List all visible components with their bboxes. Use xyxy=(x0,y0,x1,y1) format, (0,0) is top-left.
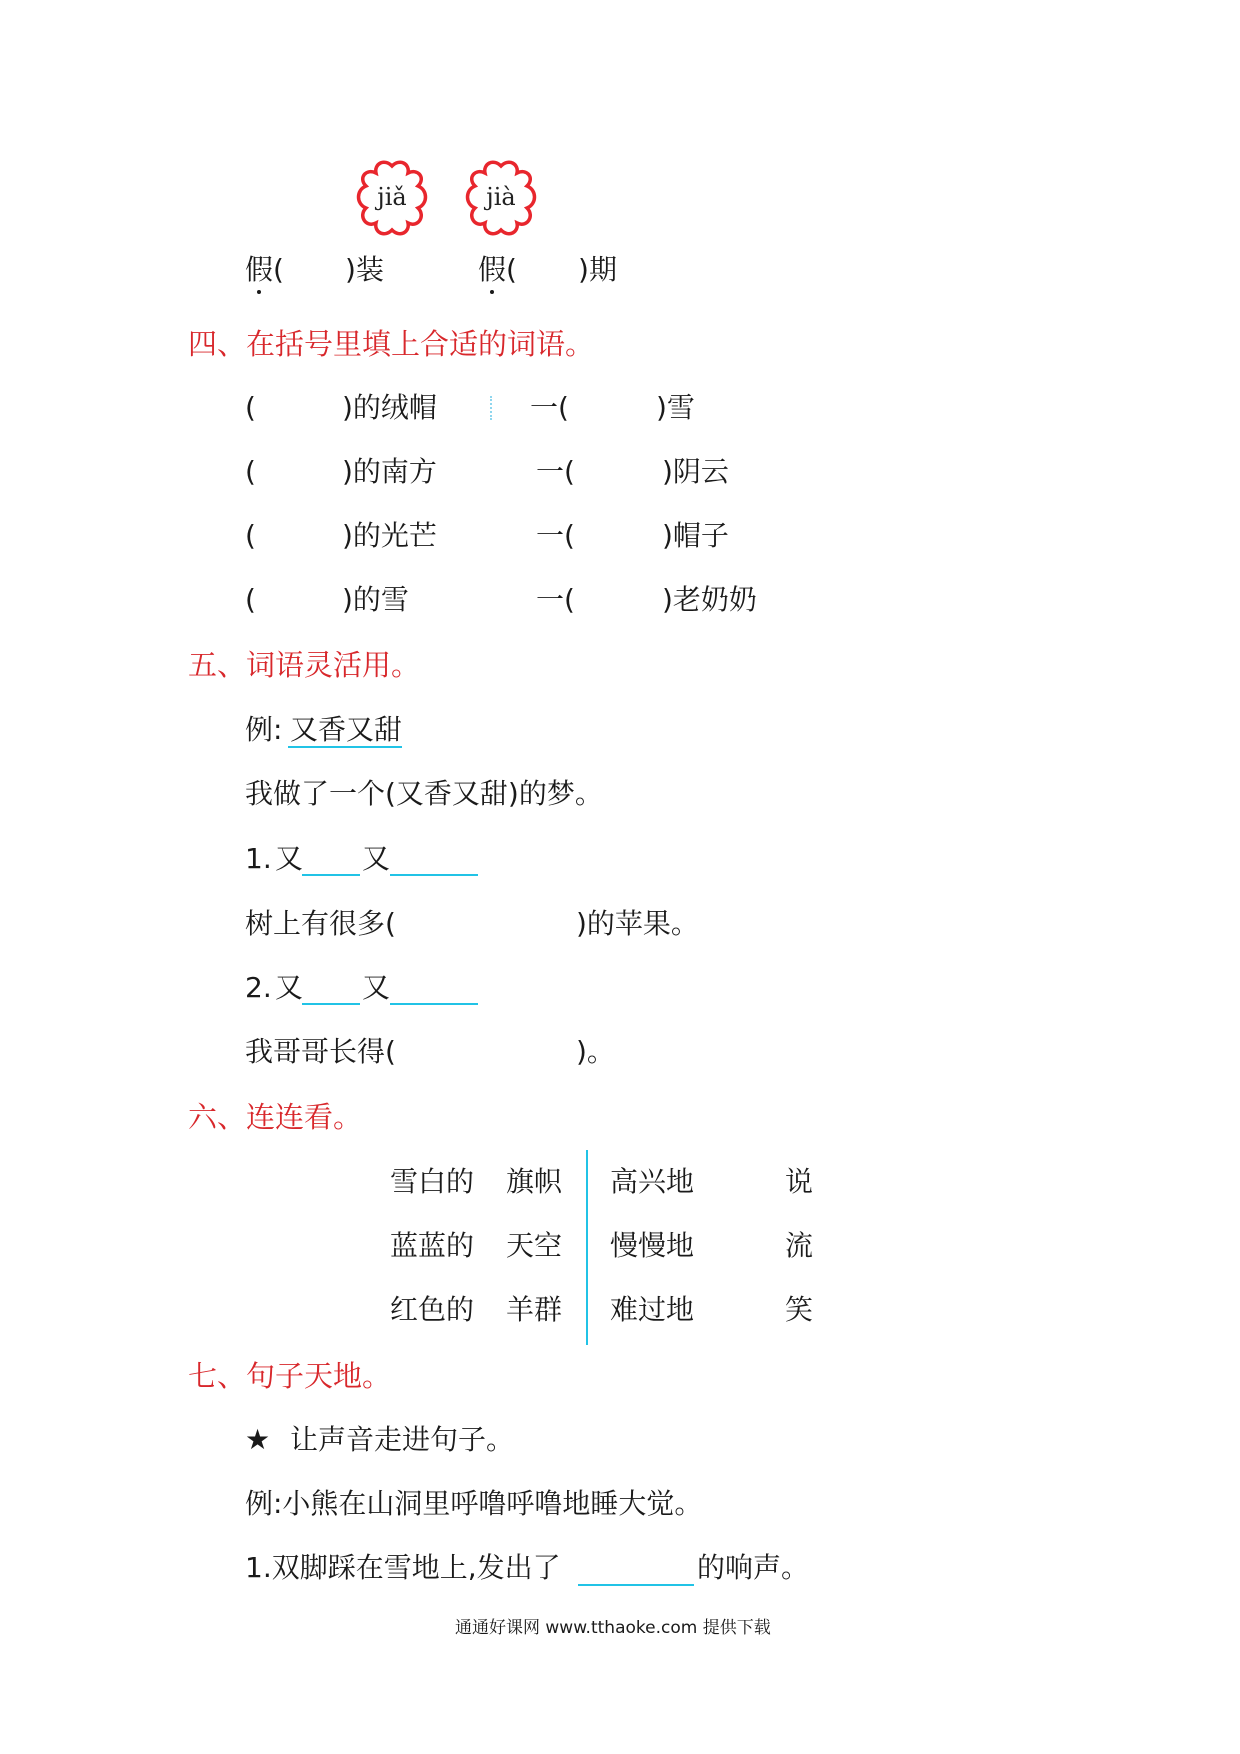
section-7-title: 七、句子天地。 xyxy=(188,1359,392,1393)
dotted-divider xyxy=(490,396,492,420)
s6-verb-2: 流 xyxy=(785,1229,814,1262)
pinyin-jia3: jiǎ xyxy=(377,183,407,211)
s5-q1-num: 1. xyxy=(245,842,272,875)
s4-right-after-4: )老奶奶 xyxy=(662,583,757,616)
s4-right-open-1: 一( xyxy=(530,391,569,424)
s6-adj-3: 红色的 xyxy=(390,1293,475,1326)
pinyin-item-1: 假( xyxy=(245,253,284,286)
s6-noun-1: 旗帜 xyxy=(506,1165,563,1198)
dotted-char: 假 xyxy=(245,253,274,286)
s4-right-after-1: )雪 xyxy=(656,391,695,424)
s4-left-after-3: )的光芒 xyxy=(342,519,437,552)
s6-adv-3: 难过地 xyxy=(610,1293,695,1326)
s4-right-after-3: )帽子 xyxy=(662,519,729,552)
blank-line[interactable] xyxy=(302,874,360,876)
s6-noun-2: 天空 xyxy=(506,1229,563,1262)
s4-left-open-3: ( xyxy=(245,519,256,552)
s4-left-open-4: ( xyxy=(245,583,256,616)
example-underline xyxy=(288,746,402,748)
s5-q2-sentence-post: )。 xyxy=(576,1035,615,1068)
s6-verb-3: 笑 xyxy=(785,1293,814,1326)
s4-left-open-2: ( xyxy=(245,455,256,488)
pinyin-item-2: 假( xyxy=(478,253,517,286)
section-6-title: 六、连连看。 xyxy=(188,1100,363,1134)
s5-q2-you2: 又 xyxy=(362,971,391,1004)
section-5-title: 五、词语灵活用。 xyxy=(188,648,421,682)
pinyin-item-2-tail: )期 xyxy=(578,253,617,286)
pinyin-jia4: jià xyxy=(486,183,516,211)
s6-adv-1: 高兴地 xyxy=(610,1165,695,1198)
s7-sub: 让声音走进句子。 xyxy=(290,1423,515,1456)
s5-q2-num: 2. xyxy=(245,971,272,1004)
s5-q1-you1: 又 xyxy=(275,842,304,875)
section-4-title: 四、在括号里填上合适的词语。 xyxy=(188,327,595,361)
s5-q2-sentence-pre: 我哥哥长得( xyxy=(245,1035,396,1068)
dotted-char: 假 xyxy=(478,253,507,286)
star-icon: ★ xyxy=(245,1423,271,1456)
s7-example: 例:小熊在山洞里呼噜呼噜地睡大觉。 xyxy=(245,1487,703,1520)
s4-left-open-1: ( xyxy=(245,391,256,424)
s6-adv-2: 慢慢地 xyxy=(610,1229,695,1262)
s5-q1-you2: 又 xyxy=(362,842,391,875)
footer: 通通好课网 www.tthaoke.com 提供下载 xyxy=(455,1618,771,1638)
blank-line[interactable] xyxy=(390,1003,478,1005)
s4-left-after-2: )的南方 xyxy=(342,455,437,488)
s4-left-after-4: )的雪 xyxy=(342,583,409,616)
s5-example-word: 又香又甜 xyxy=(290,713,403,746)
s7-q1-pre: 1.双脚踩在雪地上,发出了 xyxy=(245,1551,561,1584)
s5-q1-sentence-pre: 树上有很多( xyxy=(245,907,396,940)
pinyin-flower-1 xyxy=(352,158,432,238)
s6-verb-1: 说 xyxy=(785,1165,814,1198)
s7-q1-post: 的响声。 xyxy=(697,1551,810,1584)
pinyin-flower-2 xyxy=(461,158,541,238)
s5-example-sentence: 我做了一个(又香又甜)的梦。 xyxy=(245,777,603,810)
pinyin-item-1-tail: )装 xyxy=(345,253,384,286)
s4-right-open-2: 一( xyxy=(536,455,575,488)
s4-right-open-3: 一( xyxy=(536,519,575,552)
blank-line[interactable] xyxy=(390,874,478,876)
s4-left-after-1: )的绒帽 xyxy=(342,391,437,424)
blank-line[interactable] xyxy=(302,1003,360,1005)
column-divider xyxy=(586,1150,588,1345)
s5-q1-sentence-post: )的苹果。 xyxy=(576,907,699,940)
s6-adj-2: 蓝蓝的 xyxy=(390,1229,475,1262)
s4-right-open-4: 一( xyxy=(536,583,575,616)
s6-noun-3: 羊群 xyxy=(506,1293,563,1326)
s6-adj-1: 雪白的 xyxy=(390,1165,475,1198)
blank-line[interactable] xyxy=(578,1584,694,1586)
s5-example-prefix: 例: xyxy=(245,713,283,746)
s5-q2-you1: 又 xyxy=(275,971,304,1004)
s4-right-after-2: )阴云 xyxy=(662,455,729,488)
